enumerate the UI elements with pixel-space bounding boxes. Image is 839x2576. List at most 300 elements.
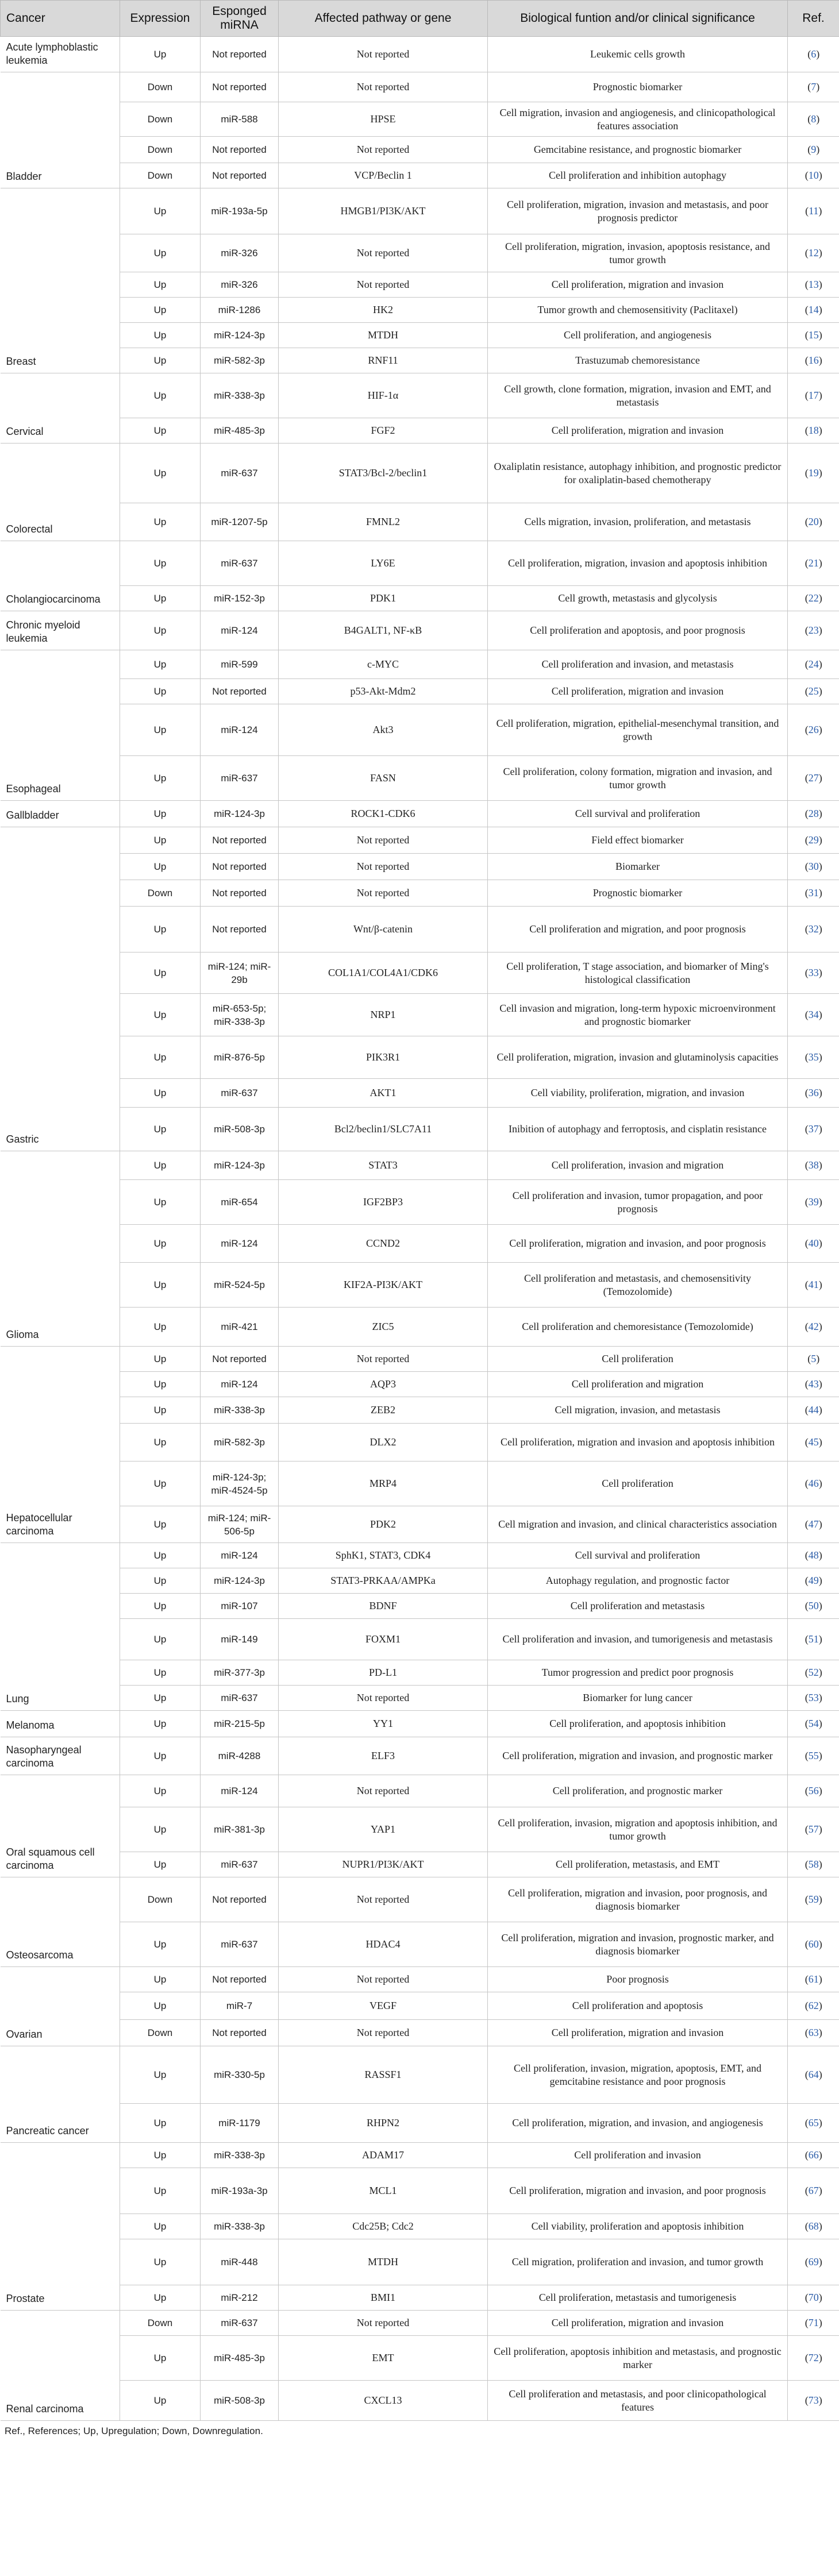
mirna-cell: miR-330-5p xyxy=(201,2046,279,2104)
ref-link[interactable]: 12 xyxy=(808,247,819,259)
ref-cell xyxy=(788,373,839,418)
expression-cell: Down xyxy=(120,102,201,137)
ref-cell xyxy=(788,72,839,102)
mirna-cell: Not reported xyxy=(201,37,279,72)
ref-link[interactable]: 37 xyxy=(808,1123,819,1135)
expression-cell: Up xyxy=(120,2168,201,2214)
table-row xyxy=(1,2381,839,2421)
biological-cell: Cell growth, clone formation, migration, invasion and EMT, and metastasis xyxy=(488,373,788,418)
biological-cell: Cell proliferation, migration and invasion xyxy=(488,2311,788,2336)
biological-cell: Cell proliferation and metastasis, and poor clinicopathological features xyxy=(488,2381,788,2421)
cancer-cell: Colorectal xyxy=(1,444,120,541)
ref-link[interactable]: 38 xyxy=(808,1159,819,1171)
table-row xyxy=(1,72,839,102)
expression-cell: Up xyxy=(120,854,201,880)
pathway-cell: PDK2 xyxy=(279,1506,488,1543)
ref-link[interactable]: 65 xyxy=(808,2117,819,2128)
biological-cell: Prognostic biomarker xyxy=(488,880,788,907)
biological-cell: Trastuzumab chemoresistance xyxy=(488,348,788,373)
mirna-cell: miR-653-5p; miR-338-3p xyxy=(201,994,279,1036)
mirna-cell: miR-637 xyxy=(201,1852,279,1877)
ref-link[interactable]: 49 xyxy=(808,1575,819,1586)
ref-open-paren: ( xyxy=(805,2292,809,2303)
pathway-cell: Not reported xyxy=(279,880,488,907)
table-row xyxy=(1,650,839,679)
table-row xyxy=(1,1594,839,1619)
ref-open-paren: ( xyxy=(805,624,809,636)
pathway-cell: HPSE xyxy=(279,102,488,137)
expression-cell: Up xyxy=(120,586,201,611)
expression-cell: Up xyxy=(120,444,201,503)
ref-link[interactable]: 26 xyxy=(808,724,819,735)
table-row xyxy=(1,1461,839,1506)
cancer-cell: Lung xyxy=(1,1543,120,1711)
biological-cell: Cell proliferation and metastasis xyxy=(488,1594,788,1619)
ref-link[interactable]: 33 xyxy=(808,967,819,978)
ref-link[interactable]: 56 xyxy=(808,1785,819,1796)
expression-cell: Up xyxy=(120,37,201,72)
ref-link[interactable]: 5 xyxy=(811,1353,817,1364)
ref-open-paren: ( xyxy=(805,2185,809,2196)
ref-cell xyxy=(788,1992,839,2020)
pathway-cell: B4GALT1, NF-κB xyxy=(279,611,488,650)
ref-open-paren: ( xyxy=(805,205,809,217)
pathway-cell: RHPN2 xyxy=(279,2104,488,2143)
biological-cell: Autophagy regulation, and prognostic factor xyxy=(488,1568,788,1594)
pathway-cell: FOXM1 xyxy=(279,1619,488,1660)
biological-cell: Cell proliferation and migration xyxy=(488,1372,788,1397)
ref-cell xyxy=(788,1372,839,1397)
ref-open-paren: ( xyxy=(807,144,811,155)
biological-cell: Cell proliferation, metastasis, and EMT xyxy=(488,1852,788,1877)
ref-link[interactable]: 30 xyxy=(808,861,819,872)
mirna-cell: miR-1286 xyxy=(201,298,279,323)
pathway-cell: AKT1 xyxy=(279,1079,488,1108)
expression-cell: Up xyxy=(120,323,201,348)
biological-cell: Oxaliplatin resistance, autophagy inhibition, and prognostic predictor for oxaliplatin-based chemotherapy xyxy=(488,444,788,503)
mirna-cell: miR-124 xyxy=(201,1372,279,1397)
expression-cell: Up xyxy=(120,272,201,298)
ref-link[interactable]: 70 xyxy=(808,2292,819,2303)
ref-link[interactable]: 66 xyxy=(808,2149,819,2161)
table-row xyxy=(1,1807,839,1852)
ref-link[interactable]: 24 xyxy=(808,658,819,670)
ref-link[interactable]: 28 xyxy=(808,808,819,819)
ref-open-paren: ( xyxy=(805,1667,809,1678)
ref-link[interactable]: 20 xyxy=(808,516,819,527)
cancer-cell: Cholangiocarcinoma xyxy=(1,541,120,611)
header-mirna: Esponged miRNA xyxy=(201,1,279,37)
cancer-cell: Chronic myeloid leukemia xyxy=(1,611,120,650)
ref-cell xyxy=(788,1967,839,1992)
pathway-cell: STAT3/Bcl-2/beclin1 xyxy=(279,444,488,503)
ref-link[interactable]: 19 xyxy=(808,467,819,479)
ref-link[interactable]: 9 xyxy=(811,144,817,155)
ref-open-paren: ( xyxy=(805,1894,809,1905)
pathway-cell: MTDH xyxy=(279,2239,488,2285)
ref-link[interactable]: 7 xyxy=(811,81,817,92)
pathway-cell: RNF11 xyxy=(279,348,488,373)
ref-close-paren: ) xyxy=(818,1404,822,1416)
ref-open-paren: ( xyxy=(805,557,809,569)
ref-cell xyxy=(788,1543,839,1568)
expression-cell: Up xyxy=(120,1079,201,1108)
biological-cell: Cell proliferation and invasion xyxy=(488,2143,788,2168)
ref-open-paren: ( xyxy=(805,304,809,315)
ref-link[interactable]: 67 xyxy=(808,2185,819,2196)
table-row xyxy=(1,611,839,650)
ref-open-paren: ( xyxy=(805,1973,809,1985)
expression-cell: Down xyxy=(120,1877,201,1922)
ref-link[interactable]: 60 xyxy=(808,1938,819,1950)
ref-cell xyxy=(788,1397,839,1424)
ref-link[interactable]: 50 xyxy=(808,1600,819,1611)
header-expression: Expression xyxy=(120,1,201,37)
ref-link[interactable]: 73 xyxy=(808,2394,819,2406)
table-row xyxy=(1,1506,839,1543)
ref-link[interactable]: 68 xyxy=(808,2220,819,2232)
ref-open-paren: ( xyxy=(805,2000,809,2011)
table-row xyxy=(1,444,839,503)
expression-cell: Up xyxy=(120,1424,201,1461)
ref-link[interactable]: 58 xyxy=(808,1858,819,1870)
ref-link[interactable]: 46 xyxy=(808,1478,819,1489)
ref-open-paren: ( xyxy=(805,772,809,784)
ref-cell xyxy=(788,1180,839,1225)
ref-link[interactable]: 10 xyxy=(808,169,819,181)
biological-cell: Cell proliferation and invasion, and tumorigenesis and metastasis xyxy=(488,1619,788,1660)
ref-link[interactable]: 62 xyxy=(808,2000,819,2011)
mirna-cell: Not reported xyxy=(201,679,279,704)
pathway-cell: MTDH xyxy=(279,323,488,348)
ref-open-paren: ( xyxy=(805,2069,809,2080)
expression-cell: Up xyxy=(120,188,201,234)
biological-cell: Cell proliferation and apoptosis xyxy=(488,1992,788,2020)
ref-cell xyxy=(788,2336,839,2381)
ref-open-paren: ( xyxy=(805,1436,809,1448)
ref-link[interactable]: 11 xyxy=(809,205,819,217)
pathway-cell: ELF3 xyxy=(279,1737,488,1775)
expression-cell: Up xyxy=(120,679,201,704)
ref-open-paren: ( xyxy=(805,1549,809,1561)
expression-cell: Down xyxy=(120,880,201,907)
ref-link[interactable]: 55 xyxy=(808,1750,819,1761)
cancer-cell: Melanoma xyxy=(1,1711,120,1737)
ref-link[interactable]: 36 xyxy=(808,1087,819,1098)
table-row xyxy=(1,2214,839,2239)
ref-link[interactable]: 64 xyxy=(808,2069,819,2080)
table-row xyxy=(1,1151,839,1180)
ref-link[interactable]: 41 xyxy=(808,1279,819,1290)
ref-cell xyxy=(788,1775,839,1807)
table-row xyxy=(1,1967,839,1992)
mirna-cell: miR-124-3p xyxy=(201,323,279,348)
biological-cell: Cell proliferation, migration, invasion and metastasis, and poor prognosis predictor xyxy=(488,188,788,234)
pathway-cell: ZEB2 xyxy=(279,1397,488,1424)
ref-open-paren: ( xyxy=(807,48,811,60)
biological-cell: Cell proliferation, migration and invasion and apoptosis inhibition xyxy=(488,1424,788,1461)
table-row xyxy=(1,37,839,72)
biological-cell: Cell survival and proliferation xyxy=(488,1543,788,1568)
mirna-cell: miR-508-3p xyxy=(201,1108,279,1151)
pathway-cell: Not reported xyxy=(279,72,488,102)
ref-close-paren: ) xyxy=(818,1894,822,1905)
ref-close-paren: ) xyxy=(818,390,822,401)
biological-cell: Cell proliferation, migration and invasion xyxy=(488,418,788,444)
ref-close-paren: ) xyxy=(818,2117,822,2128)
ref-open-paren: ( xyxy=(805,1237,809,1249)
ref-close-paren: ) xyxy=(818,685,822,697)
mirna-cell: miR-326 xyxy=(201,234,279,272)
ref-cell xyxy=(788,348,839,373)
ref-cell xyxy=(788,1711,839,1737)
mirna-cell: miR-637 xyxy=(201,1686,279,1711)
pathway-cell: EMT xyxy=(279,2336,488,2381)
ref-link[interactable]: 27 xyxy=(808,772,819,784)
expression-cell: Up xyxy=(120,1151,201,1180)
expression-cell: Up xyxy=(120,348,201,373)
expression-cell: Up xyxy=(120,2381,201,2421)
mirna-cell: Not reported xyxy=(201,163,279,188)
cancer-cell: Pancreatic cancer xyxy=(1,2046,120,2143)
pathway-cell: DLX2 xyxy=(279,1424,488,1461)
ref-link[interactable]: 63 xyxy=(808,2027,819,2038)
mirna-cell: Not reported xyxy=(201,854,279,880)
ref-close-paren: ) xyxy=(818,861,822,872)
pathway-cell: ADAM17 xyxy=(279,2143,488,2168)
ref-link[interactable]: 57 xyxy=(808,1823,819,1835)
cancer-cell: Glioma xyxy=(1,1151,120,1347)
ref-cell xyxy=(788,611,839,650)
ref-link[interactable]: 8 xyxy=(811,113,817,125)
biological-cell: Cell proliferation, migration and invasion, poor prognosis, and diagnosis biomarker xyxy=(488,1877,788,1922)
ref-cell xyxy=(788,756,839,801)
ref-close-paren: ) xyxy=(818,923,822,935)
table-row xyxy=(1,2239,839,2285)
ref-cell xyxy=(788,952,839,994)
ref-close-paren: ) xyxy=(818,1051,822,1063)
expression-cell: Up xyxy=(120,234,201,272)
ref-link[interactable]: 45 xyxy=(808,1436,819,1448)
ref-close-paren: ) xyxy=(818,1321,822,1332)
mirna-cell: miR-124-3p xyxy=(201,801,279,827)
ref-cell xyxy=(788,503,839,541)
ref-link[interactable]: 72 xyxy=(808,2352,819,2363)
mirna-cell: Not reported xyxy=(201,72,279,102)
ref-link[interactable]: 61 xyxy=(808,1973,819,1985)
ref-close-paren: ) xyxy=(818,1518,822,1530)
ref-open-paren: ( xyxy=(805,1196,809,1208)
ref-link[interactable]: 35 xyxy=(808,1051,819,1063)
pathway-cell: YAP1 xyxy=(279,1807,488,1852)
mirna-cell: miR-599 xyxy=(201,650,279,679)
mirna-cell: miR-124 xyxy=(201,1775,279,1807)
ref-open-paren: ( xyxy=(805,2352,809,2363)
pathway-cell: ROCK1-CDK6 xyxy=(279,801,488,827)
ref-close-paren: ) xyxy=(818,808,822,819)
mirna-cell: miR-124-3p xyxy=(201,1151,279,1180)
mirna-cell: miR-1179 xyxy=(201,2104,279,2143)
ref-link[interactable]: 17 xyxy=(808,390,819,401)
ref-close-paren: ) xyxy=(818,1237,822,1249)
ref-close-paren: ) xyxy=(818,1123,822,1135)
ref-close-paren: ) xyxy=(818,1159,822,1171)
ref-close-paren: ) xyxy=(818,329,822,341)
pathway-cell: Not reported xyxy=(279,2020,488,2046)
mirna-cell: miR-193a-3p xyxy=(201,2168,279,2214)
pathway-cell: Not reported xyxy=(279,854,488,880)
pathway-cell: HK2 xyxy=(279,298,488,323)
ref-link[interactable]: 52 xyxy=(808,1667,819,1678)
table-row xyxy=(1,2168,839,2214)
expression-cell: Up xyxy=(120,1807,201,1852)
expression-cell: Up xyxy=(120,611,201,650)
table-row xyxy=(1,137,839,163)
cancer-cell: Cervical xyxy=(1,373,120,444)
mirna-cell: Not reported xyxy=(201,1347,279,1372)
ref-link[interactable]: 43 xyxy=(808,1378,819,1390)
ref-close-paren: ) xyxy=(818,1823,822,1835)
ref-close-paren: ) xyxy=(818,1633,822,1645)
pathway-cell: FMNL2 xyxy=(279,503,488,541)
ref-cell xyxy=(788,102,839,137)
ref-link[interactable]: 47 xyxy=(808,1518,819,1530)
ref-cell xyxy=(788,272,839,298)
ref-close-paren: ) xyxy=(818,1196,822,1208)
ref-cell xyxy=(788,2020,839,2046)
ref-link[interactable]: 54 xyxy=(808,1718,819,1729)
pathway-cell: Not reported xyxy=(279,1686,488,1711)
expression-cell: Up xyxy=(120,1660,201,1686)
expression-cell: Up xyxy=(120,2143,201,2168)
ref-close-paren: ) xyxy=(818,425,822,436)
expression-cell: Up xyxy=(120,418,201,444)
ref-link[interactable]: 6 xyxy=(811,48,817,60)
pathway-cell: CCND2 xyxy=(279,1225,488,1263)
expression-cell: Up xyxy=(120,541,201,586)
ref-link[interactable]: 29 xyxy=(808,834,819,846)
ref-link[interactable]: 40 xyxy=(808,1237,819,1249)
cancer-cell: Acute lymphoblastic leukemia xyxy=(1,37,120,72)
pathway-cell: MCL1 xyxy=(279,2168,488,2214)
ref-close-paren: ) xyxy=(818,1600,822,1611)
ref-open-paren: ( xyxy=(805,2220,809,2232)
table-row xyxy=(1,1992,839,2020)
biological-cell: Field effect biomarker xyxy=(488,827,788,854)
ref-link[interactable]: 15 xyxy=(808,329,819,341)
mirna-cell: miR-4288 xyxy=(201,1737,279,1775)
biological-cell: Biomarker xyxy=(488,854,788,880)
ref-open-paren: ( xyxy=(805,1600,809,1611)
ref-cell xyxy=(788,1036,839,1079)
mirna-cell: Not reported xyxy=(201,137,279,163)
ref-link[interactable]: 48 xyxy=(808,1549,819,1561)
ref-link[interactable]: 22 xyxy=(808,592,819,604)
expression-cell: Up xyxy=(120,1308,201,1347)
ref-link[interactable]: 69 xyxy=(808,2256,819,2268)
table-row xyxy=(1,1543,839,1568)
pathway-cell: BMI1 xyxy=(279,2285,488,2311)
ref-cell xyxy=(788,1079,839,1108)
biological-cell: Cell proliferation, apoptosis inhibition and metastasis, and prognostic marker xyxy=(488,2336,788,2381)
ref-link[interactable]: 59 xyxy=(808,1894,819,1905)
ref-link[interactable]: 42 xyxy=(808,1321,819,1332)
ref-link[interactable]: 44 xyxy=(808,1404,819,1416)
mirna-cell: miR-338-3p xyxy=(201,2143,279,2168)
biological-cell: Cell proliferation, metastasis and tumorigenesis xyxy=(488,2285,788,2311)
cancer-cell: Oral squamous cell carcinoma xyxy=(1,1775,120,1877)
ref-close-paren: ) xyxy=(816,113,820,125)
ref-link[interactable]: 32 xyxy=(808,923,819,935)
expression-cell: Up xyxy=(120,1775,201,1807)
ref-cell xyxy=(788,704,839,756)
table-row xyxy=(1,503,839,541)
expression-cell: Down xyxy=(120,2020,201,2046)
mirna-cell: miR-508-3p xyxy=(201,2381,279,2421)
table-row xyxy=(1,801,839,827)
ref-close-paren: ) xyxy=(818,247,822,259)
ref-link[interactable]: 34 xyxy=(808,1009,819,1020)
ref-link[interactable]: 25 xyxy=(808,685,819,697)
ref-link[interactable]: 51 xyxy=(808,1633,819,1645)
biological-cell: Cell proliferation, migration, invasion and apoptosis inhibition xyxy=(488,541,788,586)
ref-link[interactable]: 14 xyxy=(808,304,819,315)
ref-cell xyxy=(788,1308,839,1347)
table-row xyxy=(1,348,839,373)
ref-cell xyxy=(788,907,839,952)
biological-cell: Cell proliferation, invasion, migration and apoptosis inhibition, and tumor growth xyxy=(488,1807,788,1852)
ref-close-paren: ) xyxy=(818,557,822,569)
ref-cell xyxy=(788,1461,839,1506)
ref-link[interactable]: 13 xyxy=(808,279,819,290)
expression-cell: Down xyxy=(120,2311,201,2336)
expression-cell: Up xyxy=(120,1036,201,1079)
ref-link[interactable]: 71 xyxy=(808,2317,819,2328)
ref-link[interactable]: 53 xyxy=(808,1692,819,1703)
table-row xyxy=(1,1922,839,1967)
biological-cell: Cell proliferation, invasion, migration, apoptosis, EMT, and gemcitabine resistance and poor prognosis xyxy=(488,2046,788,2104)
pathway-cell: PD-L1 xyxy=(279,1660,488,1686)
ref-link[interactable]: 39 xyxy=(808,1196,819,1208)
ref-link[interactable]: 23 xyxy=(808,624,819,636)
ref-link[interactable]: 31 xyxy=(808,887,819,898)
ref-close-paren: ) xyxy=(818,304,822,315)
ref-open-paren: ( xyxy=(805,1750,809,1761)
biological-cell: Leukemic cells growth xyxy=(488,37,788,72)
table-row xyxy=(1,2143,839,2168)
biological-cell: Cell proliferation, and prognostic marker xyxy=(488,1775,788,1807)
mirna-cell: miR-1207-5p xyxy=(201,503,279,541)
ref-open-paren: ( xyxy=(805,808,809,819)
table-row xyxy=(1,1180,839,1225)
ref-link[interactable]: 18 xyxy=(808,425,819,436)
pathway-cell: MRP4 xyxy=(279,1461,488,1506)
ref-open-paren: ( xyxy=(805,329,809,341)
ref-open-paren: ( xyxy=(805,390,809,401)
expression-cell: Up xyxy=(120,1922,201,1967)
ref-open-paren: ( xyxy=(805,1087,809,1098)
header-pathway: Affected pathway or gene xyxy=(279,1,488,37)
ref-link[interactable]: 16 xyxy=(808,354,819,366)
ref-link[interactable]: 21 xyxy=(808,557,819,569)
ref-close-paren: ) xyxy=(818,658,822,670)
pathway-cell: PIK3R1 xyxy=(279,1036,488,1079)
ref-cell xyxy=(788,1263,839,1308)
ref-cell xyxy=(788,1108,839,1151)
expression-cell: Up xyxy=(120,1711,201,1737)
ref-close-paren: ) xyxy=(818,2352,822,2363)
biological-cell: Cell proliferation, migration, invasion, apoptosis resistance, and tumor growth xyxy=(488,234,788,272)
